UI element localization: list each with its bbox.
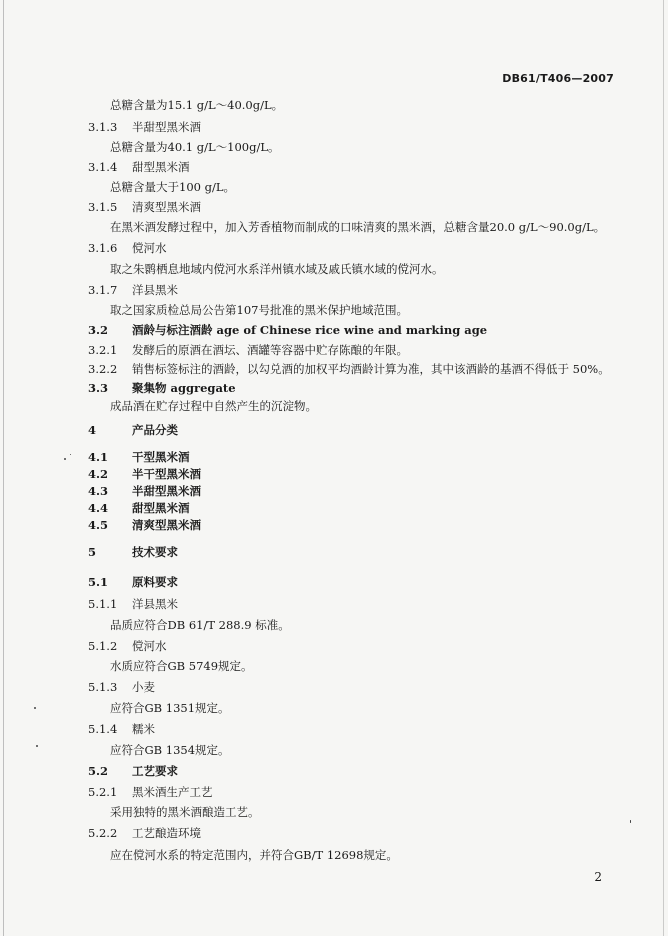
clause-number: 4.1 [88,450,109,464]
clause-title: 糯米 [132,722,155,736]
clause-title: 洋县黑米 [132,597,178,611]
clause-number: 3.1.3 [88,120,118,134]
clause-number: 3.1.7 [88,283,118,297]
clause-number: 4.3 [88,484,109,498]
scan-edge-left [3,0,4,936]
clause-number: 5.2 [88,764,109,778]
section-heading [88,518,201,532]
scan-speck [34,707,36,709]
clause-text [110,220,605,234]
clause-title: 技术要求 [132,545,178,559]
clause-text [110,659,253,673]
clause-title: 应符合GB 1354规定。 [110,743,230,757]
clause-heading [88,680,155,694]
clause-heading [88,200,201,214]
clause-number: 3.2.2 [88,362,118,376]
clause-title: 成品酒在贮存过程中自然产生的沉淀物。 [110,399,317,413]
clause-title: 工艺要求 [132,764,178,778]
clause-heading [88,722,155,736]
clause-number: 5 [88,545,97,559]
scan-speck [36,745,38,747]
clause-title: 发酵后的原酒在酒坛、酒罐等容器中贮存陈酿的年限。 [132,343,408,357]
clause-title: 采用独特的黑米酒酿造工艺。 [110,805,260,819]
clause-title: 洋县黑米 [132,283,178,297]
clause-title: 应在傥河水系的特定范围内，并符合GB/T 12698规定。 [110,848,398,862]
clause-number: 4.2 [88,467,109,481]
clause-heading [88,241,167,255]
clause-title: 水质应符合GB 5749规定。 [110,659,253,673]
clause-title: 销售标签标注的酒龄，以勾兑酒的加权平均酒龄计算为准，其中该酒龄的基酒不得低于 50%。 [132,362,610,376]
clause-title: 总糖含量大于100 g/L。 [110,180,235,194]
clause-text [110,701,230,715]
section-heading [88,575,178,589]
clause-text [110,98,283,112]
clause-number: 5.1.3 [88,680,118,694]
section-heading [88,484,201,498]
clause-number: 4.4 [88,501,109,515]
clause-text [110,140,279,154]
clause-title: 酒龄与标注酒龄 age of Chinese rice wine and marking age [132,323,488,337]
clause-title: 清爽型黑米酒 [132,200,201,214]
clause-text [110,805,260,819]
clause-title: 黑米酒生产工艺 [132,785,213,799]
clause-number: 3.2 [88,323,109,337]
clause-heading [88,639,167,653]
section-heading [88,545,178,559]
section-heading [88,467,201,481]
section-heading [88,423,178,437]
clause-heading [88,597,178,611]
clause-heading [88,826,201,840]
clause-number: 3.1.6 [88,241,118,255]
clause-title: 半甜型黑米酒 [132,120,201,134]
clause-text [110,262,444,276]
clause-title: 在黑米酒发酵过程中，加入芳香植物而制成的口味清爽的黑米酒，总糖含量20.0 g/L～90.0g/L。 [110,220,606,234]
clause-title: 应符合GB 1351规定。 [110,701,230,715]
clause-title: 聚集物 aggregate [132,381,236,395]
clause-heading [88,343,408,357]
clause-number: 5.1.2 [88,639,118,653]
clause-title: 甜型黑米酒 [132,501,190,515]
scan-speck [70,454,71,455]
section-heading [88,764,178,778]
clause-title: 清爽型黑米酒 [132,518,201,532]
clause-number: 4 [88,423,97,437]
clause-title: 取之国家质检总局公告第107号批准的黑米保护地域范围。 [110,303,408,317]
document-code: DB61/T406—2007 [502,72,614,85]
clause-number: 5.1.4 [88,722,118,736]
clause-title: 小麦 [132,680,155,694]
page-number: 2 [594,870,602,884]
clause-title: 半甜型黑米酒 [132,484,201,498]
clause-text [110,303,408,317]
clause-text [110,618,290,632]
clause-number: 3.1.5 [88,200,118,214]
clause-number: 5.1 [88,575,109,589]
section-heading [88,450,190,464]
clause-number: 3.2.1 [88,343,118,357]
clause-title: 工艺酿造环境 [132,826,201,840]
section-heading [88,323,487,337]
section-heading [88,501,190,515]
clause-title: 半干型黑米酒 [132,467,201,481]
section-heading [88,381,236,395]
clause-heading [88,283,178,297]
clause-title: 品质应符合DB 61/T 288.9 标准。 [110,618,290,632]
clause-title: 原料要求 [132,575,178,589]
clause-title: 干型黑米酒 [132,450,190,464]
clause-heading [88,785,213,799]
clause-title: 产品分类 [132,423,178,437]
clause-text [110,848,398,862]
clause-number: 3.1.4 [88,160,118,174]
clause-heading [88,160,190,174]
clause-number: 5.1.1 [88,597,118,611]
clause-title: 总糖含量为40.1 g/L～100g/L。 [110,140,280,154]
clause-number: 5.2.1 [88,785,118,799]
clause-text [110,180,235,194]
scan-speck [64,458,66,460]
scan-speck [630,820,631,823]
clause-title: 总糖含量为15.1 g/L～40.0g/L。 [110,98,284,112]
clause-title: 傥河水 [132,241,167,255]
clause-number: 3.3 [88,381,109,395]
clause-heading [88,362,610,376]
scan-edge-right [663,0,664,936]
clause-number: 5.2.2 [88,826,118,840]
clause-title: 傥河水 [132,639,167,653]
clause-title: 甜型黑米酒 [132,160,190,174]
clause-title: 取之朱鹮栖息地域内傥河水系洋州镇水域及戚氏镇水域的傥河水。 [110,262,444,276]
clause-text [110,399,317,413]
clause-text [110,743,230,757]
clause-heading [88,120,201,134]
clause-number: 4.5 [88,518,109,532]
